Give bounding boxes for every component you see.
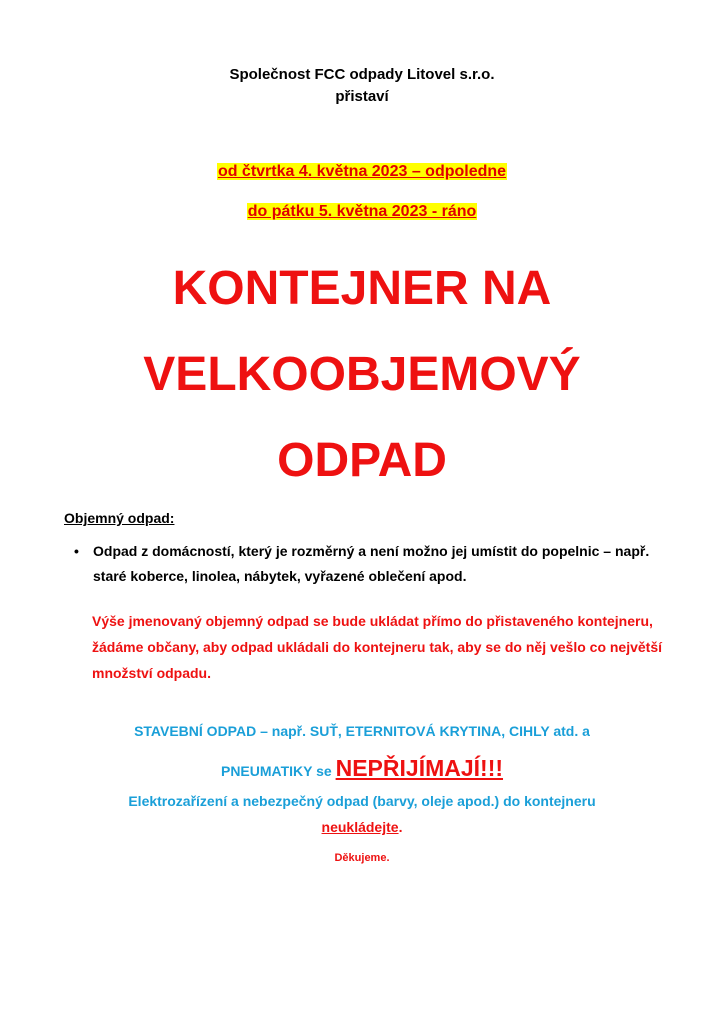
headline-line-3: ODPAD: [277, 434, 447, 487]
not-accepted-warning: NEPŘIJÍMAJÍ!!!: [335, 755, 504, 781]
electro-waste-line: Elektrozařízení a nebezpečný odpad (barvy, oleje apod.) do kontejneru: [128, 793, 596, 809]
thanks-text: Děkujeme.: [334, 852, 390, 864]
company-name: Společnost FCC odpady Litovel s.r.o.: [229, 66, 495, 83]
bulky-waste-note: Výše jmenovaný objemný odpad se bude ukládat přímo do přistaveného kontejneru, žádáme občany, aby odpad ukládali do kontejneru tak, aby se do něj vešlo co největší množství odpadu.: [92, 613, 663, 681]
bullet-icon: •: [74, 543, 79, 559]
headline-line-2: VELKOOBJEMOVÝ: [143, 348, 581, 401]
date-from-text: od čtvrtka 4. května 2023 – odpoledne: [217, 163, 507, 180]
bulky-waste-list-item: [74, 539, 664, 589]
company-block: [0, 64, 724, 108]
do-not-deposit-period: .: [398, 819, 403, 835]
excluded-line-2: [0, 748, 724, 791]
excluded-prefix: PNEUMATIKY se: [220, 763, 332, 779]
date-to-text: do pátku 5. května 2023 - ráno: [247, 203, 477, 220]
bulky-waste-label: Objemný odpad:: [64, 510, 175, 526]
do-not-deposit-line: [0, 816, 724, 838]
date-from: [0, 161, 724, 183]
excluded-line-1: STAVEBNÍ ODPAD – např. SUŤ, ETERNITOVÁ KRYTINA, CIHLY atd. a: [134, 723, 590, 739]
headline-line-1: KONTEJNER NA: [172, 262, 552, 315]
bulky-waste-description: Odpad z domácností, který je rozměrný a není možno jej umístit do popelnic – např. staré koberce, linolea, nábytek, vyřazené oblečení apod.: [93, 543, 650, 584]
company-action: přistaví: [335, 88, 389, 105]
headline: [0, 246, 724, 504]
date-to: [0, 201, 724, 223]
do-not-deposit-word: neukládejte: [321, 819, 399, 835]
